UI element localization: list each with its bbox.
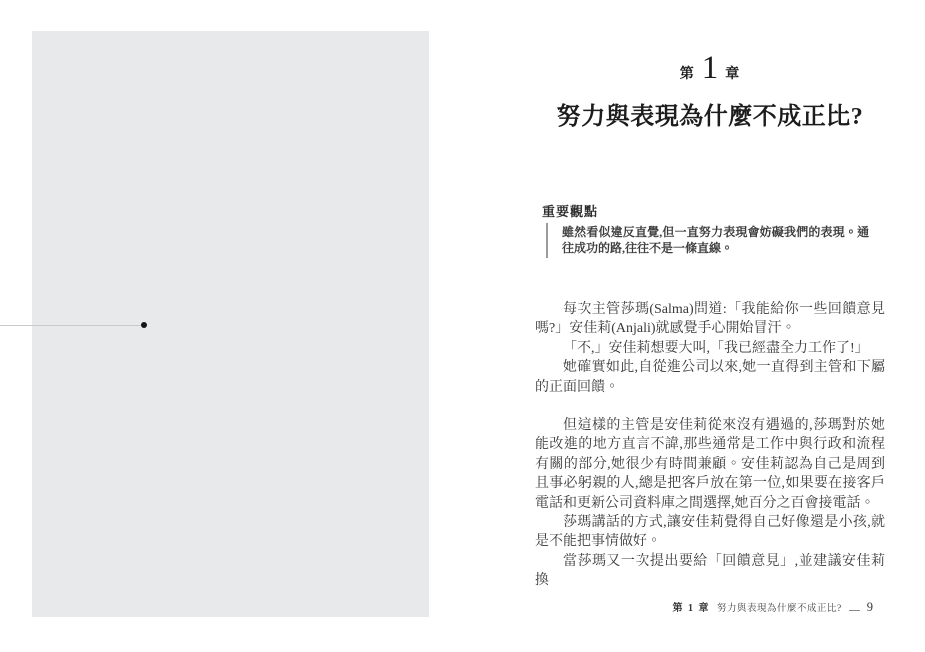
paragraph: 莎瑪講話的方式,讓安佳莉覺得自己好像還是小孩,就是不能把事情做好。 [535,515,885,550]
image-placeholder [32,31,429,617]
leader-line [0,325,145,326]
leader-dot-icon [141,322,147,328]
page-footer [673,599,873,615]
paragraph: 她確實如此,自從進公司以來,她一直得到主管和下屬的正面回饋。 [535,360,885,395]
key-point-heading: 重要觀點 [542,204,599,219]
paragraph-group [535,300,885,397]
page-number: 9 [866,600,873,614]
paragraph: 但這樣的主管是安佳莉從來沒有遇過的,莎瑪對於她能改進的地方直言不諱,那些通常是工作中與行政和流程有關的部分,她很少有時間兼顧。安佳莉認為自己是周到且事必躬親的人,總是把客戶放在第一位,如果要在接客戶電話和更新公司資料庫之間選擇,她百分之百會接電話。 [535,418,885,511]
right-page [535,0,885,652]
footer-rule [849,610,860,611]
chapter-label-suffix: 章 [725,67,741,82]
left-page [0,0,460,652]
chapter-label [535,52,885,85]
paragraph-group [535,416,885,591]
paragraph: 每次主管莎瑪(Salma)問道:「我能給你一些回饋意見嗎?」安佳莉(Anjali)就感覺手心開始冒汗。 [535,302,885,337]
chapter-number: 1 [701,50,719,86]
paragraph: 當莎瑪又一次提出要給「回饋意見」,並建議安佳莉換 [535,553,885,589]
footer-chapter-label: 第 1 章 [672,603,711,614]
footer-chapter-title: 努力與表現為什麼不成正比? [717,604,842,614]
paragraph: 「不,」安佳莉想要大叫,「我已經盡全力工作了!」 [563,340,869,356]
chapter-title: 努力與表現為什麼不成正比? [556,104,864,130]
body-text [535,300,885,591]
chapter-label-prefix: 第 [679,67,695,82]
key-point-quote: 雖然看似違反直覺,但一直努力表現會妨礙我們的表現。通往成功的路,往往不是一條直線。 [546,223,869,258]
